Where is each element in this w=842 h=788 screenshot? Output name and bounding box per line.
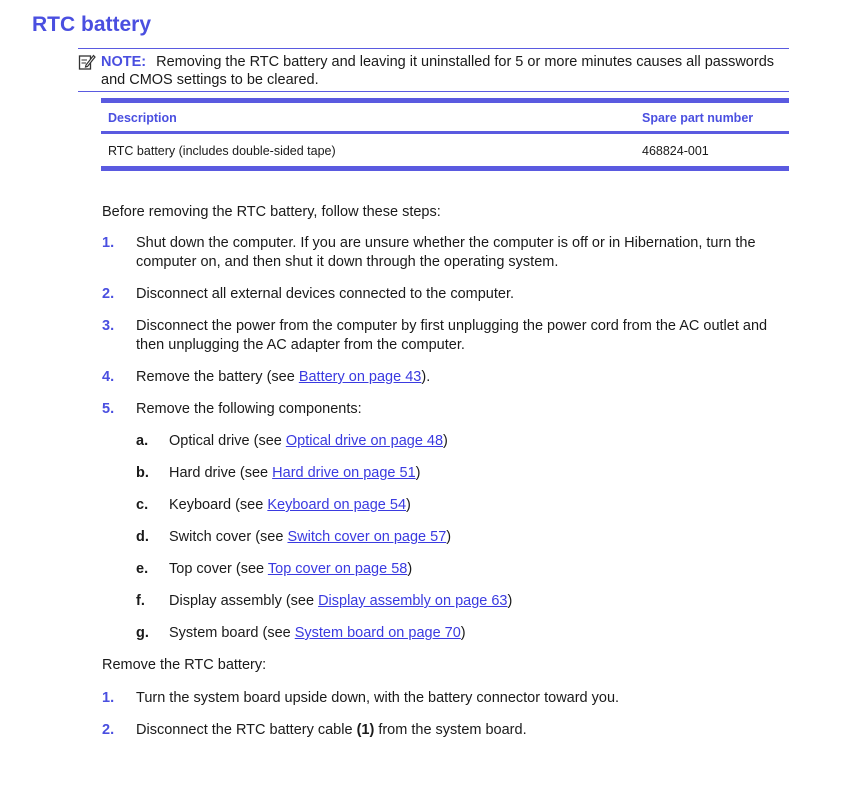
step-text-post: from the system board.: [374, 722, 527, 738]
cell-description: RTC battery (includes double-sided tape): [108, 144, 336, 158]
spare-parts-table: [101, 98, 789, 171]
substep-letter: f.: [136, 593, 145, 609]
step-text-post: ).: [421, 369, 431, 385]
substep-letter: b.: [136, 465, 149, 481]
substep-text-post: ): [415, 465, 421, 481]
substep-text-post: ): [460, 625, 466, 641]
page-title: RTC battery: [32, 13, 152, 36]
substep-text: [169, 624, 786, 643]
substep-item: [136, 592, 786, 611]
step-text-pre: Disconnect the RTC battery cable: [136, 722, 357, 738]
note-text: [101, 53, 789, 89]
step-number: 2.: [102, 722, 115, 738]
substep-letter: g.: [136, 625, 149, 641]
xref-link-display-assembly[interactable]: Display assembly on page 63: [318, 593, 508, 609]
note-label: NOTE:: [101, 54, 147, 70]
substep-letter: a.: [136, 433, 149, 449]
substep-text: [169, 528, 786, 547]
substep-text: [169, 592, 786, 611]
step-text: Remove the following components:: [136, 401, 362, 417]
remove-heading: Remove the RTC battery:: [102, 657, 267, 673]
substep-text-pre: Top cover (see: [169, 561, 268, 577]
substep-text-pre: Switch cover (see: [169, 529, 288, 545]
substep-text-post: ): [446, 529, 452, 545]
substep-text-pre: Hard drive (see: [169, 465, 273, 481]
xref-link-optical-drive[interactable]: Optical drive on page 48: [285, 433, 444, 449]
note-body: Removing the RTC battery and leaving it uninstalled for 5 or more minutes causes all passwords and CMOS settings to be cleared.: [101, 54, 775, 88]
substep-item: [136, 624, 786, 643]
step-number: 1.: [102, 690, 115, 706]
substep-item: [136, 432, 786, 451]
substep-text: [169, 560, 786, 579]
substep-letter: d.: [136, 529, 149, 545]
step-text: Turn the system board upside down, with the battery connector toward you.: [136, 690, 620, 706]
step-text-pre: Remove the battery (see: [136, 369, 299, 385]
step-number: 3.: [102, 318, 115, 334]
substep-letter: e.: [136, 561, 149, 577]
column-header-spare-part: Spare part number: [635, 101, 789, 133]
step-item: [102, 368, 792, 387]
note-box: [78, 48, 789, 92]
substep-text-post: ): [443, 433, 448, 449]
step-item: [102, 400, 792, 419]
substep-item: [136, 528, 786, 547]
substep-letter: c.: [136, 497, 149, 513]
substep-text-post: ): [407, 561, 413, 577]
substep-item: [136, 464, 786, 483]
intro-text: Before removing the RTC battery, follow these steps:: [102, 204, 441, 220]
step-text: Disconnect all external devices connected to the computer.: [136, 286, 515, 302]
step-text: Shut down the computer. If you are unsure whether the computer is off or in Hibernation, turn the computer on, and then shut it down through the operating system.: [136, 235, 756, 270]
xref-link-top-cover[interactable]: Top cover on page 58: [267, 561, 408, 577]
xref-link-keyboard[interactable]: Keyboard on page 54: [267, 497, 407, 513]
callout-number: (1): [356, 722, 375, 738]
step-item: [102, 234, 792, 272]
step-number: 4.: [102, 369, 115, 385]
step-number: 5.: [102, 401, 115, 417]
substep-text-post: ): [406, 497, 411, 513]
step-item: [102, 285, 792, 304]
substep-text: [169, 496, 786, 515]
column-header-description: Description: [101, 101, 635, 133]
step-number: 1.: [102, 235, 115, 251]
xref-link-system-board[interactable]: System board on page 70: [294, 625, 461, 641]
note-pencil-icon: [78, 53, 96, 71]
step-item: [102, 317, 792, 355]
step-number: 2.: [102, 286, 115, 302]
substep-text: [169, 464, 786, 483]
xref-link-switch-cover[interactable]: Switch cover on page 57: [287, 529, 447, 545]
substep-text: [169, 432, 786, 451]
table-header-row: [101, 101, 789, 133]
substep-text-pre: Keyboard (see: [169, 497, 268, 513]
substep-text-pre: System board (see: [169, 625, 295, 641]
substep-item: [136, 560, 786, 579]
table-row: [101, 133, 789, 169]
step-text: Disconnect the power from the computer by first unplugging the power cord from the AC outlet and then unplugging the AC adapter from the computer.: [136, 318, 768, 353]
substep-text-pre: Display assembly (see: [169, 593, 319, 609]
substep-item: [136, 496, 786, 515]
step-text: [136, 368, 792, 387]
substep-text-pre: Optical drive (see: [169, 433, 286, 449]
substep-text-post: ): [507, 593, 513, 609]
cell-spare-part-number: 468824-001: [642, 144, 709, 158]
xref-link-battery[interactable]: Battery on page 43: [298, 369, 422, 385]
removal-step-item: [102, 689, 792, 708]
xref-link-hard-drive[interactable]: Hard drive on page 51: [272, 465, 416, 481]
removal-step-item: [102, 721, 792, 740]
step-text: [136, 721, 792, 740]
